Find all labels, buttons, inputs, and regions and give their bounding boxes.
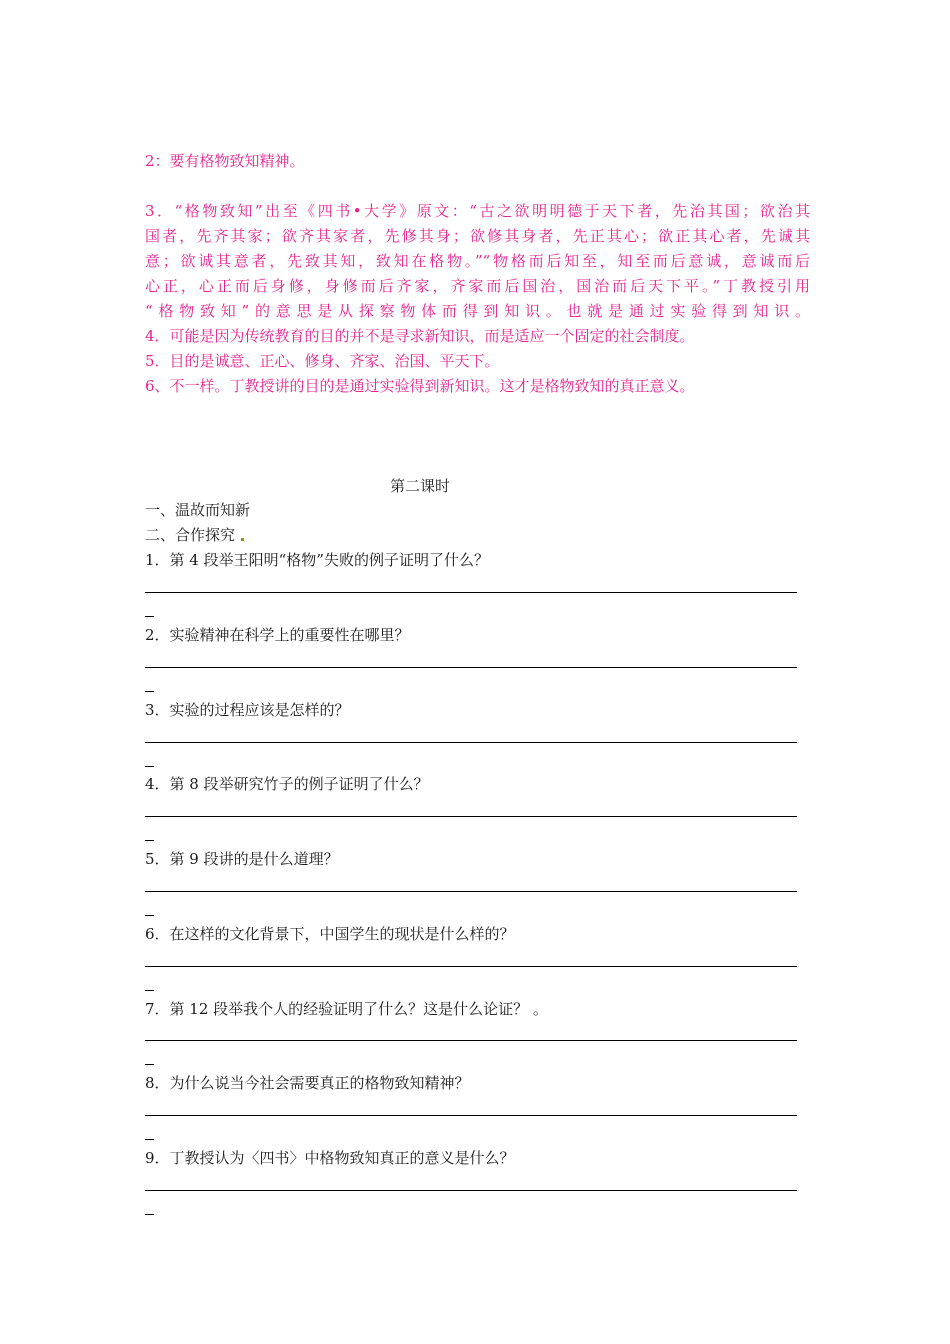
answer-line-2[interactable]: [145, 667, 797, 668]
answer-3-line: 心正，心正而后身修，身修而后齐家，齐家而后国治，国治而后天下平。”丁教授引用: [145, 277, 810, 295]
question-2: 2．实验精神在科学上的重要性在哪里？: [145, 626, 410, 644]
answer-line-9-tail: [145, 1214, 154, 1215]
question-4: 4．第 8 段举研究竹子的例子证明了什么？: [145, 775, 429, 793]
answer-line-6-tail: [145, 990, 154, 991]
answer-3-line: 3．“格物致知”出至《四书•大学》原文：“古之欲明明德于天下者，先治其国；欲治其: [145, 202, 810, 220]
question-1: 1．第 4 段举王阳明“格物”失败的例子证明了什么？: [145, 551, 489, 569]
section-cooperative-inquiry: [145, 523, 244, 548]
question-3: 3．实验的过程应该是怎样的？: [145, 701, 350, 719]
question-7: 7．第 12 段举我个人的经验证明了什么？这是什么论证？ 。: [145, 1000, 548, 1018]
answer-3: [145, 199, 810, 324]
answer-line-8[interactable]: [145, 1115, 797, 1116]
section-cooperative-inquiry-label: 二、合作探究: [145, 526, 236, 544]
answer-line-3-tail: [145, 766, 154, 767]
answer-line-1-tail: [145, 616, 154, 617]
question-8: 8．为什么说当今社会需要真正的格物致知精神？: [145, 1074, 470, 1092]
answer-6: 6、不一样。丁教授讲的目的是通过实验得到新知识。这才是格物致知的真正意义。: [145, 377, 695, 395]
stray-dot-mark: [241, 538, 244, 541]
answer-line-7[interactable]: [145, 1040, 797, 1041]
section-review: 一、温故而知新: [145, 501, 251, 519]
answer-line-4-tail: [145, 840, 154, 841]
question-5: 5．第 9 段讲的是什么道理？: [145, 850, 339, 868]
answer-3-line: 国者，先齐其家；欲齐其家者，先修其身；欲修其身者，先正其心；欲正其心者，先诚其: [145, 227, 810, 245]
question-9: 9．丁教授认为〈四书〉中格物致知真正的意义是什么？: [145, 1149, 515, 1167]
answer-2: 2：要有格物致知精神。: [145, 152, 305, 170]
answer-line-3[interactable]: [145, 742, 797, 743]
answer-4: 4．可能是因为传统教育的目的并不是寻求新知识，而是适应一个固定的社会制度。: [145, 327, 695, 345]
answer-line-9[interactable]: [145, 1190, 797, 1191]
answer-3-line: 意；欲诚其意者，先致其知，致知在格物。”“物格而后知至，知至而后意诚，意诚而后: [145, 252, 810, 270]
question-6: 6．在这样的文化背景下，中国学生的现状是什么样的？: [145, 925, 515, 943]
answer-line-5[interactable]: [145, 891, 797, 892]
answer-line-5-tail: [145, 915, 154, 916]
answer-5: 5．目的是诚意、正心、修身、齐家、治国、平天下。: [145, 352, 500, 370]
answer-line-2-tail: [145, 691, 154, 692]
answer-line-1[interactable]: [145, 592, 797, 593]
answer-line-8-tail: [145, 1139, 154, 1140]
answer-line-7-tail: [145, 1064, 154, 1065]
answer-line-6[interactable]: [145, 966, 797, 967]
lesson-title: 第二课时: [389, 477, 450, 495]
answer-line-4[interactable]: [145, 816, 797, 817]
answer-3-line: “格物致知”的意思是从探察物体而得到知识。也就是通过实验得到知识。: [145, 302, 810, 320]
